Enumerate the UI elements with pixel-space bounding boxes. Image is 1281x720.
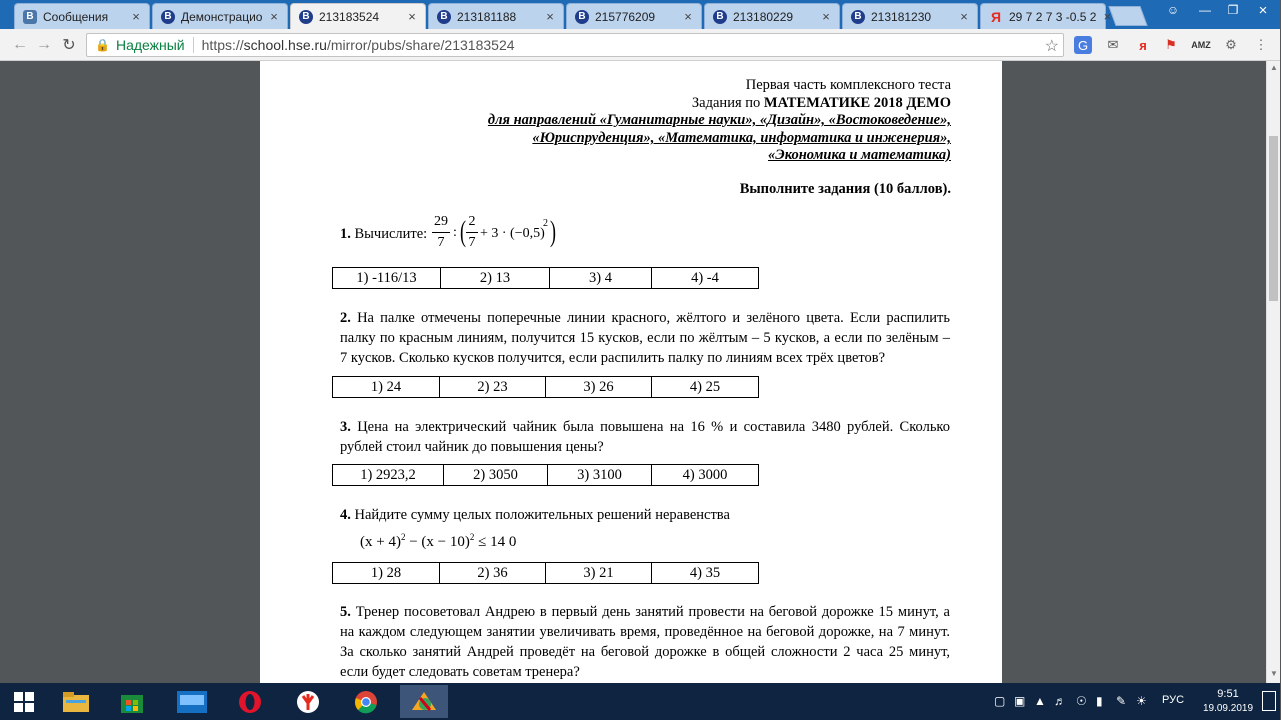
flag-icon[interactable]: ⚑ (1165, 37, 1177, 52)
instruction: Выполните задания (10 баллов). (739, 181, 951, 197)
exponent: 2 (400, 532, 406, 542)
file-explorer-icon[interactable] (52, 685, 100, 718)
question-text: На палке отмечены поперечные линии красного, жёлтого и зелёного цвета. Если распилить палку по красным линиям, получится 15 кусков, если по жёлтым – 5 кусков, а если по зелёным – 7 кусков. Сколько кусков получится, если распилить палку по линиям всех трёх цветов? (340, 310, 950, 366)
battery-icon[interactable]: ▮ (1096, 694, 1103, 708)
fraction-bar (466, 232, 478, 233)
tab-213181188[interactable] (428, 3, 564, 29)
close-icon[interactable]: × (960, 9, 968, 24)
store-icon[interactable] (108, 685, 156, 718)
tab-strip (0, 0, 1280, 29)
header-line1: Первая часть комплексного теста (745, 77, 951, 93)
user-icon[interactable]: ☺ (1166, 3, 1180, 17)
header-directions-3: «Экономика и математика) (768, 147, 951, 163)
question-5 (340, 602, 950, 682)
yandex-icon[interactable]: я (1139, 37, 1147, 53)
sim-icon[interactable]: ▣ (1014, 694, 1026, 708)
tab-yandex-search[interactable] (980, 3, 1112, 29)
close-icon[interactable]: × (684, 9, 692, 24)
scrollbar[interactable] (1266, 61, 1280, 683)
bookmark-star-icon[interactable]: ☆ (1044, 38, 1059, 55)
right-paren: ) (550, 215, 556, 248)
question-4 (340, 505, 950, 525)
new-tab-button[interactable] (1108, 6, 1147, 26)
question-number: 3. (340, 419, 351, 435)
answer-option[interactable]: 2) 3050 (444, 465, 548, 486)
forward-icon[interactable]: → (36, 36, 52, 53)
answer-option[interactable]: 3) 21 (546, 563, 652, 584)
fraction-denominator: 7 (468, 235, 476, 250)
tab-213180229[interactable] (704, 3, 840, 29)
back-icon[interactable]: ← (12, 36, 28, 53)
close-icon[interactable]: × (132, 9, 140, 24)
inequality-part: (x + 4) (360, 534, 401, 550)
extensions-icon[interactable]: ⚙ (1225, 37, 1237, 52)
reload-icon[interactable]: ↻ (62, 37, 76, 54)
tab-213181230[interactable] (842, 3, 978, 29)
hse-icon: B (437, 10, 451, 24)
close-window-icon[interactable]: × (1258, 1, 1268, 19)
exponent: 2 (543, 218, 548, 229)
tab-title: Сообщения (43, 9, 109, 24)
menu-icon[interactable]: ⋮ (1254, 37, 1268, 52)
amazon-icon[interactable]: AMZ (1191, 40, 1211, 50)
tab-title: 213180229 (733, 9, 794, 24)
url-scheme: https:// (201, 37, 244, 53)
scroll-up-icon[interactable]: ▲ (1270, 63, 1278, 72)
tab-messages[interactable] (14, 3, 150, 29)
address-bar[interactable] (86, 33, 1064, 57)
answer-option[interactable]: 1) 28 (333, 563, 440, 584)
chrome-icon[interactable] (342, 685, 390, 718)
hse-icon: B (575, 10, 589, 24)
tab-title: 213181188 (457, 9, 517, 24)
tab-demo[interactable] (152, 3, 288, 29)
opera-icon[interactable] (226, 685, 274, 718)
lock-icon: 🔒 (95, 38, 110, 52)
screen-icon[interactable]: ▢ (994, 694, 1006, 708)
question-number: 2. (340, 310, 351, 326)
tab-title: Демонстрацио (181, 9, 263, 24)
question-1 (340, 224, 427, 244)
answer-option[interactable]: 4) 35 (652, 563, 759, 584)
signal-icon[interactable]: ▲ (1034, 694, 1046, 708)
url-text[interactable] (202, 37, 515, 53)
divider (193, 37, 194, 53)
scroll-down-icon[interactable]: ▼ (1270, 669, 1278, 678)
hse-icon: B (299, 10, 313, 24)
close-icon[interactable]: × (822, 9, 830, 24)
question-number: 4. (340, 507, 351, 523)
hse-icon: B (713, 10, 727, 24)
answer-option[interactable]: 1) 2923,2 (333, 465, 444, 486)
pdf-app-icon[interactable] (400, 685, 448, 718)
system-tray (990, 683, 1280, 720)
language-indicator[interactable]: РУС (1162, 694, 1185, 706)
fraction-denominator: 7 (437, 235, 445, 250)
hse-icon: B (161, 10, 175, 24)
header-line2 (692, 95, 951, 112)
answer-option[interactable]: 2) 23 (440, 377, 546, 398)
exponent: 2 (469, 532, 475, 542)
yandex-browser-icon[interactable] (284, 685, 332, 718)
url-host: school.hse.ru (243, 37, 327, 53)
fraction-numerator: 2 (468, 214, 476, 229)
tab-title: 29 7 2 7 3 -0.5 2 (1009, 9, 1097, 24)
answer-option[interactable]: 1) 24 (333, 377, 440, 398)
close-icon[interactable]: × (270, 9, 278, 24)
pdf-viewer[interactable] (0, 61, 1266, 683)
question-number: 1. (340, 226, 351, 242)
header-subject: МАТЕМАТИКЕ 2018 ДЕМО (763, 95, 951, 111)
secure-label: Надежный (115, 37, 185, 53)
fraction-bar (432, 232, 450, 233)
answer-option[interactable]: 2) 13 (441, 268, 550, 289)
clock-time[interactable]: 9:51 (1217, 688, 1239, 700)
windows-taskbar (0, 683, 1280, 720)
tab-213183524[interactable] (290, 3, 426, 29)
question-text: Вычислите: (354, 226, 428, 242)
translate-icon[interactable]: G (1074, 36, 1092, 54)
fraction-numerator: 29 (434, 214, 448, 229)
tab-title: 215776209 (595, 9, 656, 24)
question-2 (340, 308, 950, 368)
answer-option[interactable]: 4) 3000 (652, 465, 759, 486)
divide-sign: : (453, 225, 457, 240)
question-text: Найдите сумму целых положительных решений неравенства (354, 507, 730, 523)
network-icon[interactable]: ☉ (1076, 694, 1087, 708)
hse-icon: B (851, 10, 865, 24)
question-3 (340, 417, 950, 457)
answer-option[interactable]: 3) 26 (546, 377, 652, 398)
clock-date[interactable]: 19.09.2019 (1202, 703, 1254, 714)
vk-icon: B (23, 10, 37, 24)
notifications-icon[interactable] (1262, 691, 1276, 711)
tab-title: 213181230 (871, 9, 932, 24)
tab-215776209[interactable] (566, 3, 702, 29)
scroll-thumb[interactable] (1269, 136, 1278, 301)
url-path: /mirror/pubs/share/213183524 (326, 37, 515, 53)
weather-icon[interactable]: ☀ (1136, 694, 1147, 708)
volume-icon[interactable]: ♬ (1054, 694, 1066, 708)
inequality-part: − (x − 10) (405, 534, 470, 550)
document-page (260, 61, 1002, 683)
answer-option[interactable]: 4) 25 (652, 377, 759, 398)
answers-q4 (332, 562, 759, 584)
answer-option[interactable]: 2) 36 (440, 563, 546, 584)
close-icon[interactable]: × (546, 9, 554, 24)
header-directions-2: «Юриспруденция», «Математика, информатика и инженерия», (532, 130, 951, 146)
question-number: 5. (340, 604, 351, 620)
answers-q1 (332, 267, 759, 289)
header-directions-1: для направлений «Гуманитарные науки», «Дизайн», «Востоковедение», (487, 112, 951, 128)
answer-option[interactable]: 3) 4 (550, 268, 652, 289)
pen-icon[interactable]: ✎ (1116, 694, 1127, 708)
answer-option[interactable]: 3) 3100 (548, 465, 652, 486)
lenovo-app-icon[interactable] (168, 685, 216, 718)
left-paren: ( (460, 215, 466, 248)
browser-toolbar (0, 29, 1280, 61)
close-icon[interactable]: × (408, 9, 416, 24)
minimize-icon[interactable]: — (1199, 3, 1211, 17)
answer-option[interactable]: 4) -4 (652, 268, 759, 289)
tab-title: 213183524 (319, 9, 380, 24)
question-text: Тренер посоветовал Андрею в первый день занятий провести на беговой дорожке 15 минут, а на каждом следующем занятии увеличивать время, проведённое на беговой дорожке, на 7 минут. За сколько занятий Андрей проведёт на беговой дорожке в общей сложности 2 часа 25 минут, если будет следовать советам тренера? (340, 604, 950, 680)
expression-rest: + 3 · (−0,5) (480, 226, 545, 241)
yandex-icon: Я (990, 8, 1002, 25)
inequality-part: ≤ 14 0 (474, 534, 517, 550)
windows-start-icon[interactable] (0, 685, 48, 718)
inequality (360, 532, 516, 551)
header-prefix: Задания по (691, 95, 764, 111)
answers-q2 (332, 376, 759, 398)
close-icon[interactable]: × (1103, 9, 1112, 24)
answer-option[interactable]: 1) -116/13 (333, 268, 441, 289)
answers-q3 (332, 464, 759, 486)
restore-icon[interactable]: ❐ (1227, 3, 1239, 17)
question-text: Цена на электрический чайник была повышена на 16 % и составила 3480 рублей. Сколько рублей стоил чайник до повышения цены? (340, 419, 950, 455)
chat-icon[interactable]: ✉ (1107, 37, 1119, 52)
